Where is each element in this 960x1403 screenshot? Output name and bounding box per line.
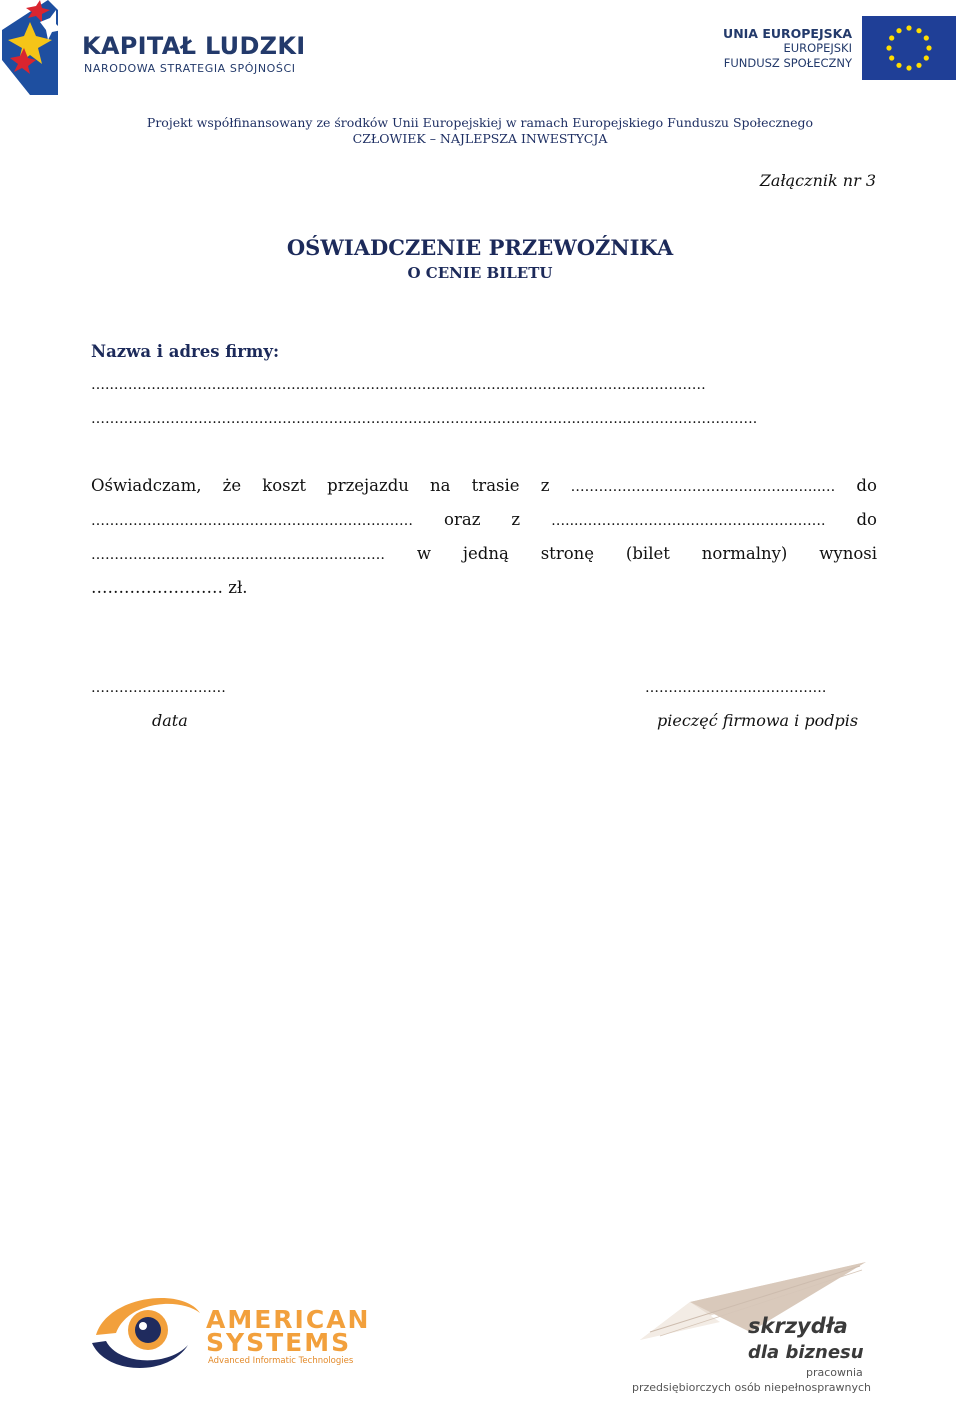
- word-przejazdu: przejazdu: [327, 476, 409, 495]
- route-from-fill-2: …....…………………………………………….: [551, 513, 826, 529]
- firm-name-fill-line-2: …………….…………………………………………………………………………….………..……………………….: [91, 411, 758, 427]
- american-systems-tagline: Advanced Informatic Technologies: [208, 1356, 354, 1366]
- document-subtitle: O CENIE BILETU: [407, 264, 553, 282]
- firm-name-label: Nazwa i adres firmy:: [91, 342, 280, 361]
- date-fill-line: ……………..…………: [91, 680, 226, 696]
- american-systems-eye-icon: [88, 1283, 203, 1375]
- pracownia-text: pracownia: [806, 1366, 863, 1379]
- word-do: do: [856, 476, 877, 495]
- statement-line-2: [91, 510, 877, 529]
- route-from-fill: ………………………………………...…...…: [570, 479, 836, 495]
- word-strone: stronę: [540, 544, 595, 563]
- kapital-ludzki-subtitle: NARODOWA STRATEGIA SPÓJNOŚCI: [84, 62, 296, 75]
- word-ze: że: [222, 476, 242, 495]
- word-z-2: z: [511, 510, 521, 529]
- statement-line-1: [91, 476, 877, 495]
- date-label: data: [152, 711, 188, 730]
- firm-name-fill-line-1: …..…………….……………………………………………………...…………………………………………: [91, 377, 706, 393]
- eu-line-fundusz: FUNDUSZ SPOŁECZNY: [723, 56, 852, 70]
- signature-fill-line: …………………..…………….: [645, 680, 827, 696]
- systems-word: SYSTEMS: [206, 1328, 352, 1357]
- eu-line-unia: UNIA EUROPEJSKA: [723, 26, 852, 41]
- project-cofinancing-text: Projekt współfinansowany ze środków Unii Europejskiej w ramach Europejskiego Funduszu Społecznego: [146, 115, 814, 130]
- dla-biznesu-script: dla biznesu: [748, 1342, 864, 1363]
- stamp-signature-label: pieczęć firmowa i podpis: [657, 711, 859, 730]
- word-jedna: jedną: [462, 544, 509, 563]
- route-to-fill-2: ………………………………………………………: [91, 547, 385, 563]
- statement-line-3: [91, 544, 877, 563]
- document-title: OŚWIADCZENIE PRZEWOŹNIKA: [286, 235, 674, 260]
- eu-flag-icon: [862, 16, 956, 80]
- word-bilet: (bilet: [625, 544, 670, 563]
- word-koszt: koszt: [262, 476, 306, 495]
- annex-number: Załącznik nr 3: [759, 171, 876, 190]
- word-trasie: trasie: [471, 476, 520, 495]
- skrzydla-script: skrzydła: [748, 1314, 848, 1338]
- route-to-fill: ……………………………………………………………: [91, 513, 413, 529]
- word-oswiadczam: Oświadczam,: [91, 476, 202, 495]
- skrzydla-description: przedsiębiorczych osób niepełnosprawnych: [632, 1381, 871, 1394]
- word-z: z: [540, 476, 550, 495]
- skrzydla-logo: [630, 1262, 870, 1397]
- american-word: AMERICAN: [206, 1305, 371, 1334]
- word-wynosi: wynosi: [819, 544, 877, 563]
- word-na: na: [430, 476, 451, 495]
- word-normalny: normalny): [701, 544, 788, 563]
- american-systems-logo: [88, 1275, 378, 1375]
- eu-logo-text: [723, 26, 852, 71]
- kapital-ludzki-title: KAPITAŁ LUDZKI: [82, 32, 306, 60]
- kapital-ludzki-logo: [0, 0, 306, 100]
- price-amount-line: …………………… zł.: [91, 578, 248, 597]
- project-motto-text: CZŁOWIEK – NAJLEPSZA INWESTYCJA: [352, 131, 608, 146]
- word-w: w: [416, 544, 432, 563]
- word-oraz: oraz: [444, 510, 481, 529]
- kapital-ludzki-star-icon: [0, 0, 80, 100]
- eu-line-europejski: EUROPEJSKI: [783, 41, 852, 55]
- word-do-2: do: [856, 510, 877, 529]
